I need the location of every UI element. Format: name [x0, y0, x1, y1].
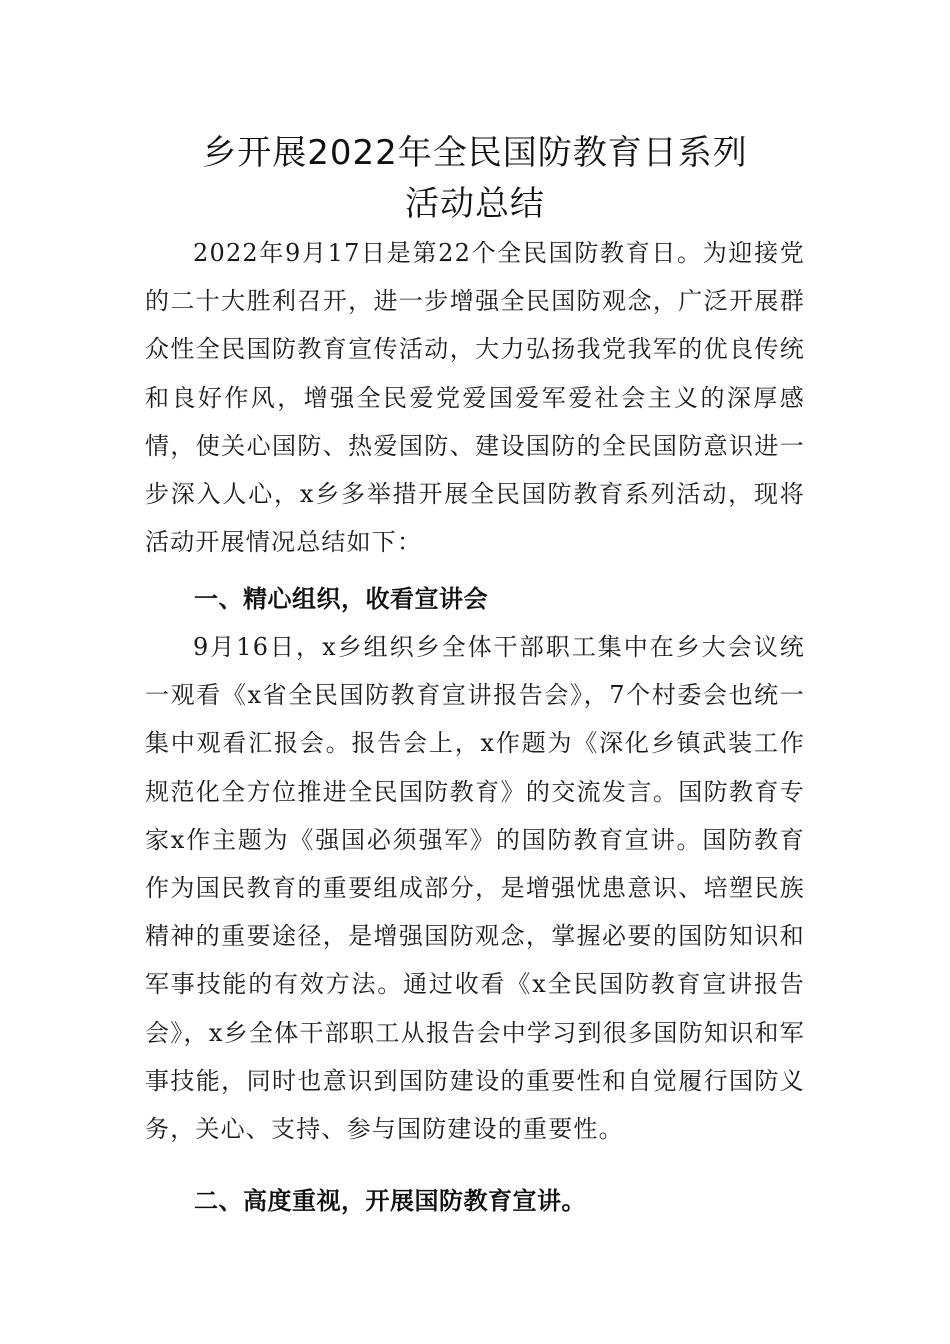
document-title-line-1: 乡开展2022年全民国防教育日系列	[202, 133, 748, 173]
intro-paragraph: 2022年9月17日是第22个全民国防教育日。为迎接党的二十大胜利召开，进一步增强全民国防观念，广泛开展群众性全民国防教育宣传活动，大力弘扬我党我军的优良传统和良好作风，增强全民爱党爱国爱军爱社会主义的深厚感情，使关心国防、热爱国防、建设国防的全民国防意识进一步深入人心，x乡多举措开展全民国防教育系列活动，现将活动开展情况总结如下：	[145, 239, 805, 557]
section-2-heading: 二、高度重视，开展国防教育宣讲。	[194, 1187, 586, 1215]
section-1-heading: 一、精心组织，收看宣讲会	[194, 585, 488, 613]
section-1-paragraph: 9月16日，x乡组织乡全体干部职工集中在乡大会议统一观看《x省全民国防教育宣讲报告会》，7个村委会也统一集中观看汇报会。报告会上，x作题为《深化乡镇武装工作规范化全方位推进全民国防教育》的交流发言。国防教育专家x作主题为《强国必须强军》的国防教育宣讲。国防教育作为国民教育的重要组成部分，是增强忧患意识、培塑民族精神的重要途径，是增强国防观念，掌握必要的国防知识和军事技能的有效方法。通过收看《x全民国防教育宣讲报告会》，x乡全体干部职工从报告会中学习到很多国防知识和军事技能，同时也意识到国防建设的重要性和自觉履行国防义务，关心、支持、参与国防建设的重要性。	[145, 633, 805, 1144]
intro-paragraph-block	[145, 229, 805, 566]
document-title-line-2: 活动总结	[405, 184, 545, 224]
section-1-paragraph-block	[145, 623, 805, 1153]
